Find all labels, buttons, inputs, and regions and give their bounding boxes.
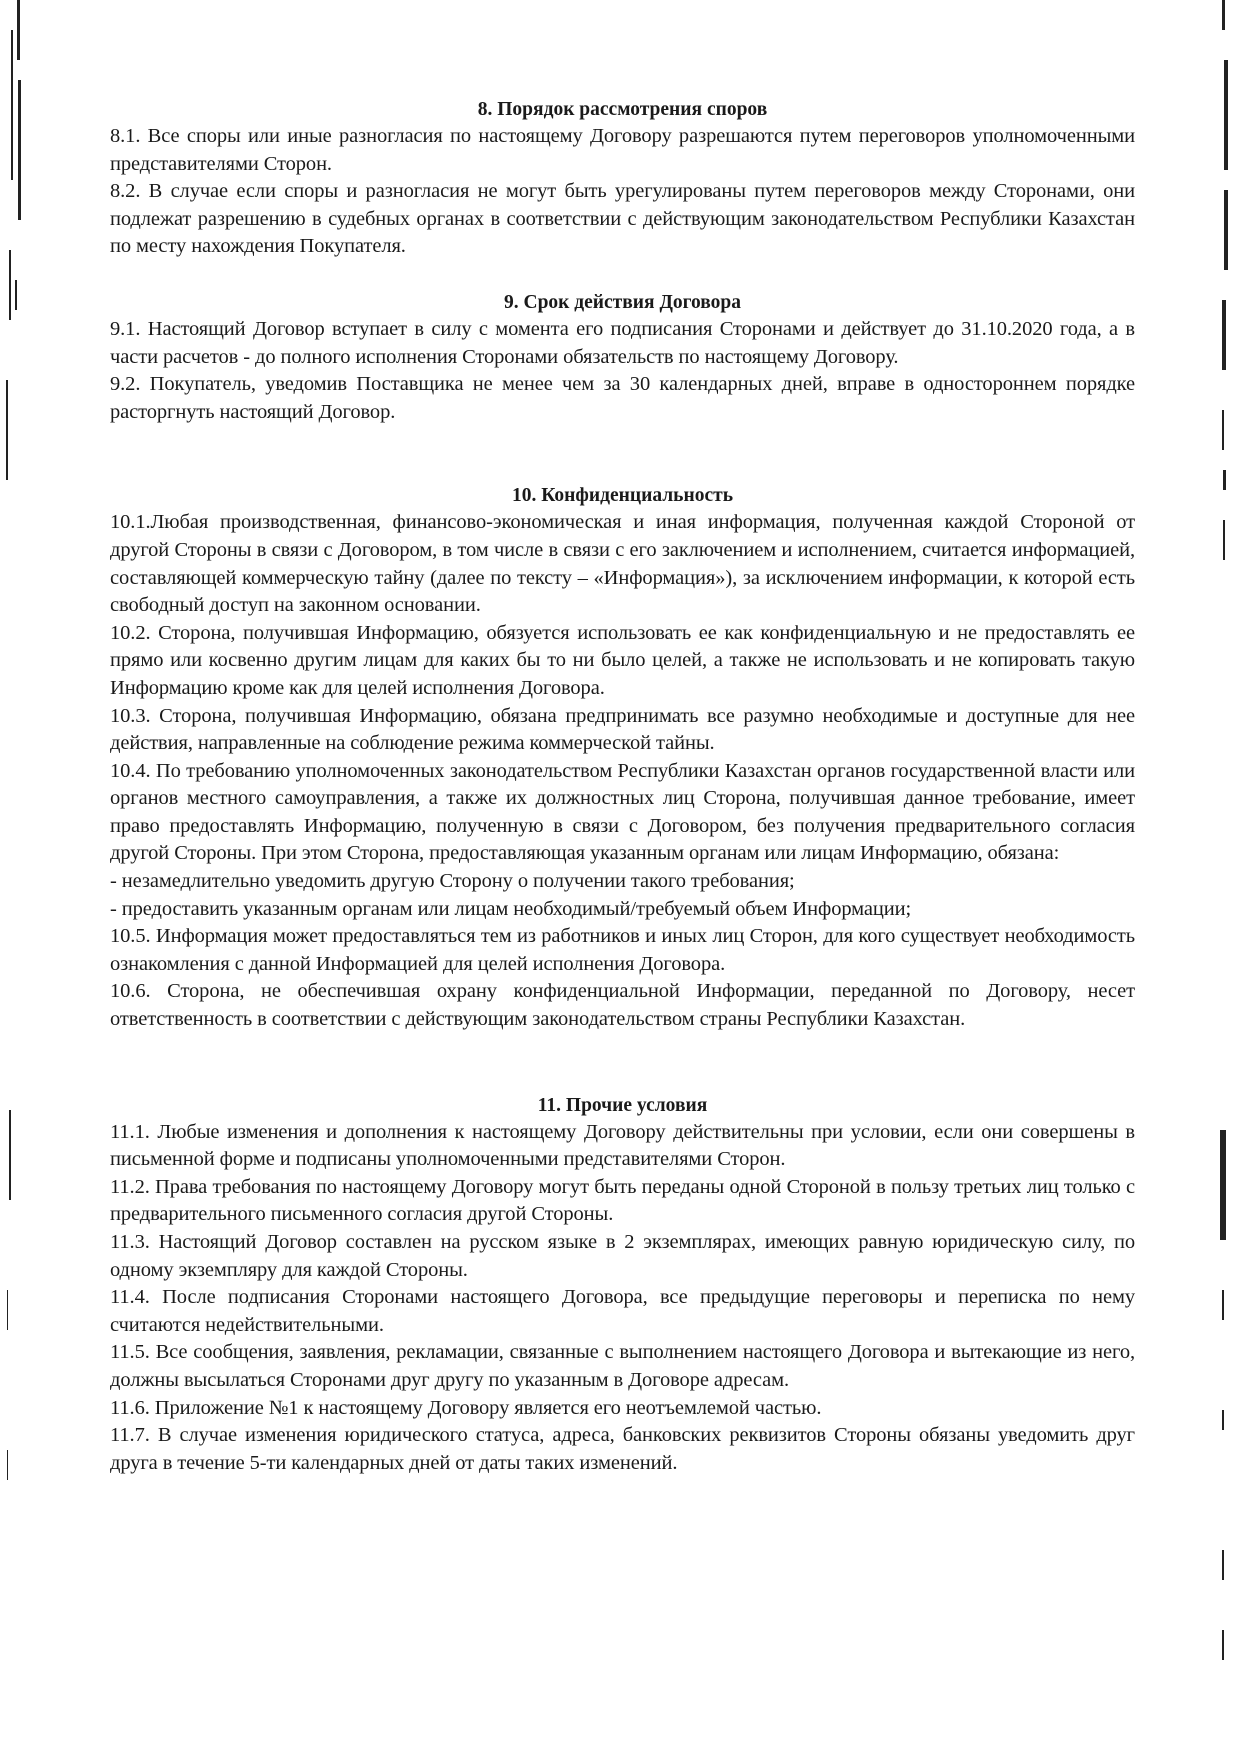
section-title: 9. Срок действия Договора (503, 291, 741, 313)
section-title: 8. Порядок рассмотрения споров (477, 99, 768, 120)
scan-edge-left (3, 0, 25, 1754)
paragraph: 9.1. Настоящий Договор вступает в силу с момента его подписания Сторонами и действует до 31.10.2020 года, а в части расчетов - до полного исполнения Сторонами обязательств по настоящему Договору. (110, 317, 1135, 368)
paragraph: 10.3. Сторона, получившая Информацию, обязана предпринимать все разумно необходимые и доступные для нее действия, направленные на соблюдение режима коммерческой тайны. (110, 704, 1135, 755)
spacer (110, 426, 1135, 482)
paragraph: 11.3. Настоящий Договор составлен на русском языке в 2 экземплярах, имеющих равную юридическую силу, по одному экземпляру для каждой Стороны. (110, 1231, 1135, 1281)
list-item: - предоставить указанным органам или лицам необходимый/требуемый объем Информации; (110, 897, 912, 920)
paragraph: 11.2. Права требования по настоящему Договору могут быть переданы одной Стороной в пользу третьих лиц только с предварительного письменного согласия другой Стороны. (110, 1175, 1135, 1226)
section-term (110, 289, 1135, 426)
paragraph: 11.5. Все сообщения, заявления, рекламации, связанные с выполнением настоящего Договора и вытекающие из него, должны высылаться Сторонами друг другу по указанным в Договоре адресам. (110, 1341, 1135, 1391)
paragraph: 8.1. Все споры или иные разногласия по настоящему Договору разрешаются путем переговоров уполномоченными представителями Сторон. (110, 125, 1135, 175)
section-title: 10. Конфиденциальность (511, 485, 734, 507)
paragraph: 10.1.Любая производственная, финансово-экономическая и иная информация, полученная каждой Стороной от другой Стороны в связи с Договором, в том числе в связи с его заключением и исполнением, считается информацией, составляющей коммерческую тайну (далее по тексту – «Информация»), за исключением информации, к которой есть свободный доступ на законном основании. (110, 511, 1135, 617)
paragraph: 11.4. После подписания Сторонами настоящего Договора, все предыдущие переговоры и переписка по нему считаются недействительными. (110, 1286, 1135, 1336)
section-other-terms (110, 1092, 1135, 1478)
paragraph: 10.5. Информация может предоставляться тем из работников и иных лиц Сторон, для кого существует необходимость ознакомления с данной Информацией для целей исполнения Договора. (110, 925, 1135, 975)
spacer (110, 261, 1135, 289)
section-confidentiality (110, 482, 1135, 1033)
paragraph: 11.1. Любые изменения и дополнения к настоящему Договору действительны при условии, если они совершены в письменной форме и подписаны уполномоченными представителями Сторон. (110, 1120, 1135, 1171)
section-title: 11. Прочие условия (537, 1094, 708, 1116)
paragraph: 8.2. В случае если споры и разногласия не могут быть урегулированы путем переговоров между Сторонами, они подлежат разрешению в судебных органах в соответствии с действующим законодательством Республики Казахстан по месту нахождения Покупателя. (110, 180, 1135, 258)
section-disputes (110, 96, 1135, 261)
paragraph: 10.6. Сторона, не обеспечившая охрану конфиденциальной Информации, переданной по Договору, несет ответственность в соответствии с действующим законодательством страны Республики Казахстан. (110, 980, 1135, 1031)
paragraph: 10.2. Сторона, получившая Информацию, обязуется использовать ее как конфиденциальную и не предоставлять ее прямо или косвенно другим лицам для каких бы то ни было целей, а также не использовать и не копировать такую Информацию кроме как для целей исполнения Договора. (110, 621, 1135, 699)
scan-edge-right (1214, 0, 1240, 1754)
spacer (110, 1034, 1135, 1092)
document-page (110, 96, 1135, 1477)
paragraph: 11.7. В случае изменения юридического статуса, адреса, банковских реквизитов Стороны обязаны уведомить друг друга в течение 5-ти календарных дней от даты таких изменений. (110, 1424, 1135, 1474)
list-item: - незамедлительно уведомить другую Сторону о получении такого требования; (110, 870, 795, 893)
paragraph: 10.4. По требованию уполномоченных законодательством Республики Казахстан органов государственной власти или органов местного самоуправления, а также их должностных лиц Сторона, получившая данное требование, имеет право предоставлять Информацию, полученную в связи с Договором, без получения предварительного согласия другой Стороны. При этом Сторона, предоставляющая указанным органам или лицам Информацию, обязана: (110, 759, 1135, 865)
paragraph: 9.2. Покупатель, уведомив Поставщика не менее чем за 30 календарных дней, вправе в одностороннем порядке расторгнуть настоящий Договор. (110, 373, 1135, 423)
paragraph: 11.6. Приложение №1 к настоящему Договору является его неотъемлемой частью. (110, 1396, 822, 1419)
